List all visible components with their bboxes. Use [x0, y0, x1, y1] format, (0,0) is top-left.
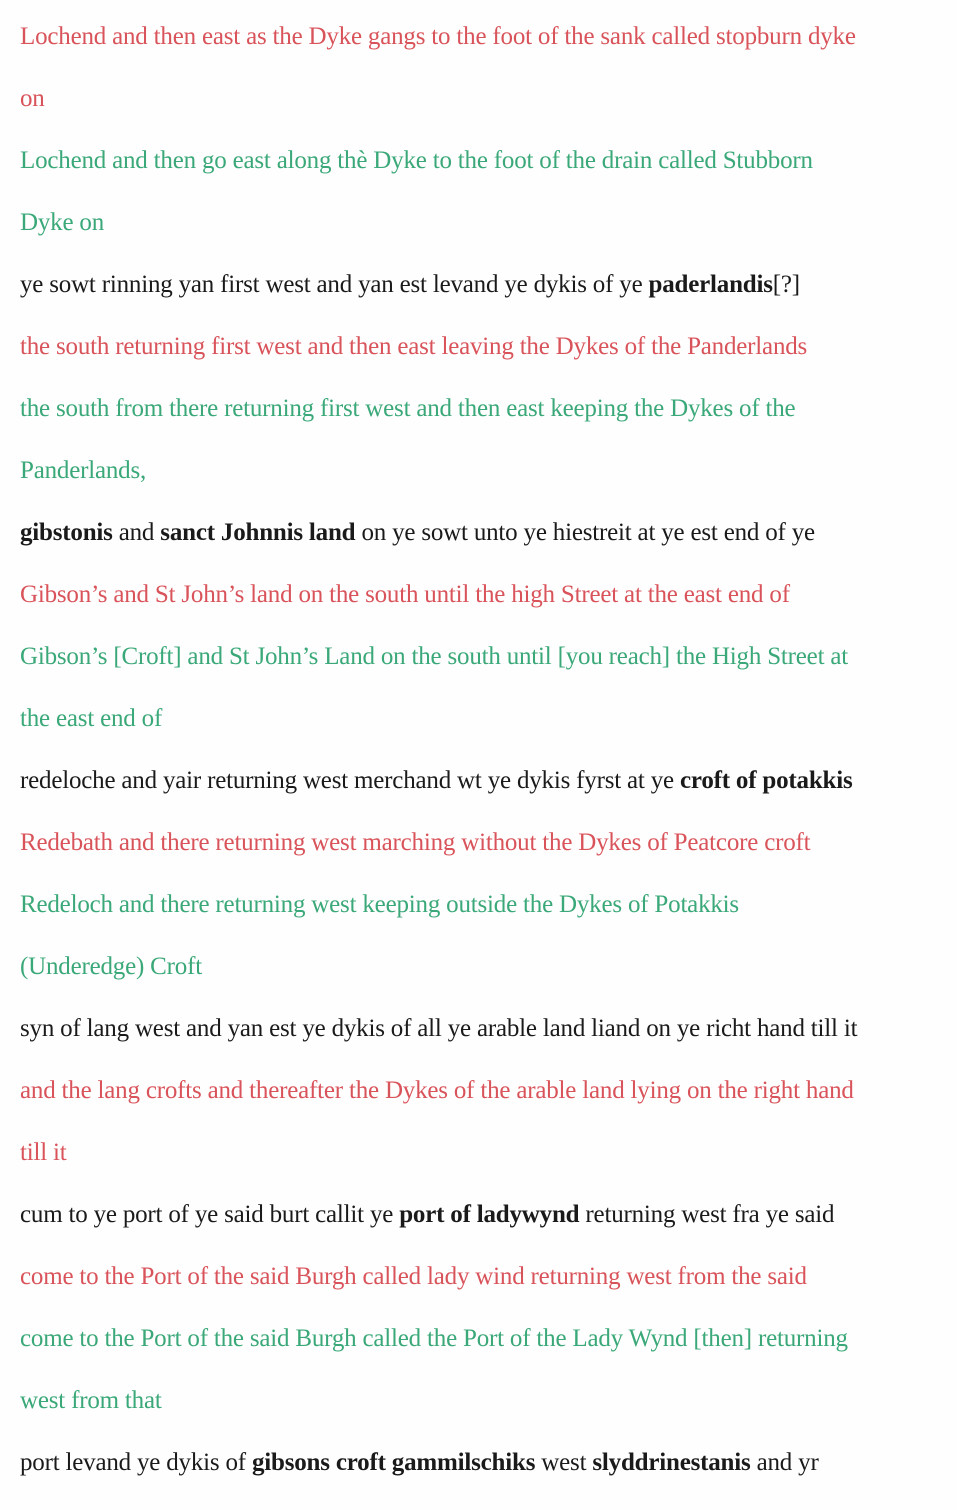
- text-segment: till it: [20, 1139, 67, 1166]
- modern-translation-line: [20, 704, 162, 734]
- text-segment: and the lang crofts and thereafter the Dykes of the arable land lying on the right hand: [20, 1077, 854, 1104]
- text-segment: Dyke on: [20, 209, 105, 236]
- modern-translation-line: [20, 394, 795, 424]
- text-segment: come to the Port of the said Burgh called lady wind returning west from the said: [20, 1263, 807, 1290]
- modern-translation-line: [20, 208, 104, 238]
- modern-translation-line: [20, 146, 813, 176]
- original-scots-line: [20, 1014, 857, 1044]
- modern-translation-line: [20, 1324, 848, 1354]
- literal-translation-line: [20, 828, 810, 858]
- bold-place-name: gibsons croft gammilschiks: [251, 1449, 536, 1476]
- text-segment: ye sowt rinning yan first west and yan est levand ye dykis of ye: [20, 271, 649, 298]
- text-segment: on ye sowt unto ye hiestreit at ye est end of ye: [355, 519, 815, 546]
- text-segment: and: [112, 519, 161, 546]
- text-segment: west from that: [20, 1387, 162, 1414]
- text-segment: returning west fra ye said: [579, 1201, 835, 1228]
- original-scots-line: [20, 270, 800, 300]
- text-segment: cum to ye port of ye said burt callit ye: [20, 1201, 400, 1228]
- literal-translation-line: [20, 1138, 67, 1168]
- bold-place-name: paderlandis: [648, 271, 773, 298]
- text-segment: on: [20, 85, 45, 112]
- text-segment: the south returning first west and then east leaving the Dykes of the Panderlands: [20, 333, 808, 360]
- bold-place-name: port of ladywynd: [399, 1201, 580, 1228]
- original-scots-line: [20, 1200, 834, 1230]
- original-scots-line: [20, 1448, 819, 1478]
- text-segment: the south from there returning first west and then east keeping the Dykes of the: [20, 395, 796, 422]
- modern-translation-line: [20, 456, 146, 486]
- text-segment: Panderlands,: [20, 457, 147, 484]
- literal-translation-line: [20, 1262, 807, 1292]
- bold-place-name: sanct Johnnis land: [160, 519, 356, 546]
- modern-translation-line: [20, 642, 848, 672]
- text-segment: syn of lang west and yan est ye dykis of all ye arable land liand on ye richt hand till it: [20, 1015, 858, 1042]
- modern-translation-line: [20, 952, 202, 982]
- bold-place-name: slyddrinestanis: [592, 1449, 751, 1476]
- literal-translation-line: [20, 22, 856, 52]
- text-segment: Lochend and then east as the Dyke gangs to the foot of the sank called stopburn dyke: [20, 23, 856, 50]
- text-segment: [?]: [772, 271, 800, 298]
- literal-translation-line: [20, 84, 45, 114]
- literal-translation-line: [20, 1076, 854, 1106]
- modern-translation-line: [20, 890, 739, 920]
- text-segment: Redeloch and there returning west keeping outside the Dykes of Potakkis: [20, 891, 739, 918]
- text-segment: west: [535, 1449, 593, 1476]
- bold-place-name: croft of potakkis: [679, 767, 853, 794]
- text-segment: Gibson’s and St John’s land on the south until the high Street at the east end of: [20, 581, 790, 608]
- text-segment: Gibson’s [Croft] and St John’s Land on the south until [you reach] the High Street at: [20, 643, 849, 670]
- literal-translation-line: [20, 332, 807, 362]
- original-scots-line: [20, 518, 815, 548]
- text-segment: Redebath and there returning west marching without the Dykes of Peatcore croft: [20, 829, 811, 856]
- text-segment: Lochend and then go east along thè Dyke to the foot of the drain called Stubborn: [20, 147, 813, 174]
- text-segment: redeloche and yair returning west merchand wt ye dykis fyrst at ye: [20, 767, 680, 794]
- literal-translation-line: [20, 580, 790, 610]
- original-scots-line: [20, 766, 853, 796]
- text-segment: the east end of: [20, 705, 163, 732]
- text-segment: and yr: [750, 1449, 819, 1476]
- text-segment: (Underedge) Croft: [20, 953, 202, 980]
- text-segment: come to the Port of the said Burgh called the Port of the Lady Wynd [then] returning: [20, 1325, 848, 1352]
- modern-translation-line: [20, 1386, 162, 1416]
- text-segment: port levand ye dykis of: [20, 1449, 252, 1476]
- bold-place-name: gibstonis: [20, 519, 113, 546]
